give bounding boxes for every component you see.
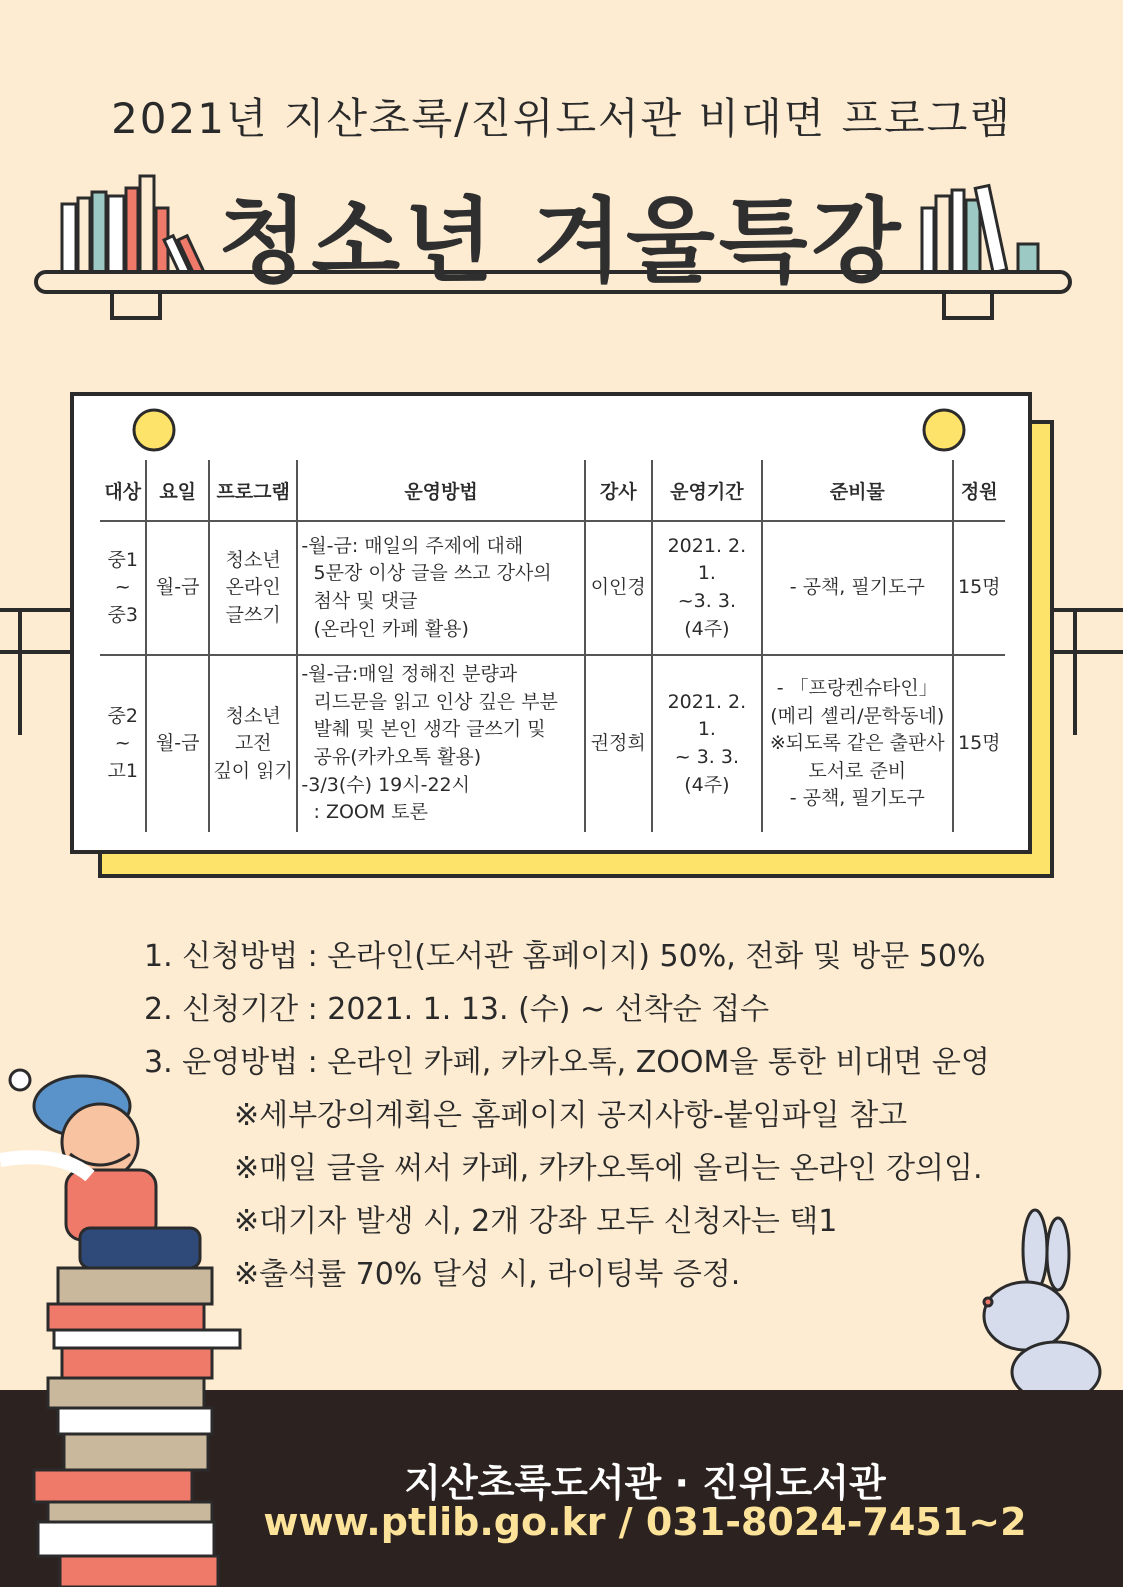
info-item-operation: 3. 운영방법 : 온라인 카페, 카카오톡, ZOOM을 통한 비대면 운영 (144, 1045, 990, 1080)
cell-line: 2021. 2. 1. (667, 534, 747, 585)
info-item-apply-method: 1. 신청방법 : 온라인(도서관 홈페이지) 50%, 전화 및 방문 50% (144, 939, 986, 974)
cell-line: 중2 (107, 704, 138, 727)
header-day: 요일 (146, 460, 208, 521)
cell-line: 깊이 읽기 (213, 759, 293, 782)
cell-line: 2021. 2. 1. (667, 690, 747, 741)
cell-line: - 공책, 필기도구 (789, 787, 925, 810)
cell-line: - 「프랑켄슈타인」 (776, 677, 938, 700)
cell-line: 중3 (107, 603, 138, 626)
cell-target (100, 521, 146, 655)
cell-line: 청소년 (225, 704, 281, 727)
cell-capacity: 15명 (953, 521, 1005, 655)
cell-program (209, 521, 298, 655)
info-note: ※출석률 70% 달성 시, 라이팅북 증정. (234, 1257, 741, 1292)
cell-line: 리드문을 읽고 인상 깊은 부분 (301, 690, 558, 713)
cell-line: (4주) (684, 773, 730, 796)
info-note: ※세부강의계획은 홈페이지 공지사항-붙임파일 참고 (234, 1098, 908, 1133)
side-bracket-right-icon (1054, 610, 1123, 735)
program-table (100, 460, 1005, 832)
cell-capacity: 15명 (953, 655, 1005, 832)
cell-day: 월-금 (146, 521, 208, 655)
cell-instructor: 이인경 (585, 521, 652, 655)
table-header-row (100, 460, 1005, 521)
info-note: ※대기자 발생 시, 2개 강좌 모두 신청자는 택1 (234, 1204, 838, 1239)
side-bracket-left-icon (0, 610, 70, 735)
footer-library-name: 지산초록도서관 · 진위도서관 (404, 1461, 886, 1505)
cell-line: 온라인 (225, 576, 281, 599)
program-table-card (70, 392, 1032, 854)
table-row (100, 521, 1005, 655)
page-title: 청소년 겨울특강 (218, 188, 905, 295)
page-subtitle: 2021년 지산초록/진위도서관 비대면 프로그램 (111, 94, 1012, 143)
pin-icons (74, 396, 1036, 466)
cell-period (652, 521, 762, 655)
cell-line: -3/3(수) 19시-22시 (301, 773, 470, 796)
header-period: 운영기간 (652, 460, 762, 521)
cell-day: 월-금 (146, 655, 208, 832)
cell-line: 도서로 준비 (808, 759, 907, 782)
table-row (100, 655, 1005, 832)
header-target: 대상 (100, 460, 146, 521)
cell-line: 글쓰기 (225, 603, 281, 626)
cell-line: ~ (114, 576, 131, 599)
header-program: 프로그램 (209, 460, 298, 521)
cell-line: 청소년 (225, 548, 281, 571)
header-method: 운영방법 (297, 460, 584, 521)
cell-line: 공유(카카오톡 활용) (301, 746, 482, 768)
cell-instructor: 권정희 (585, 655, 652, 832)
cell-line: 고1 (107, 759, 138, 782)
header-materials: 준비물 (762, 460, 953, 521)
cell-line: 5문장 이상 글을 쓰고 강사의 (301, 562, 552, 585)
cell-line: (메리 셸리/문학동네) (770, 704, 945, 727)
cell-line: -월-금: 매일의 주제에 대해 (301, 534, 524, 557)
footer-contact[interactable]: www.ptlib.go.kr / 031-8024-7451~2 (263, 1500, 1027, 1544)
cell-line: ~ (114, 732, 131, 755)
cell-target (100, 655, 146, 832)
cell-line: ※되도록 같은 출판사 (769, 732, 945, 755)
cell-line: 첨삭 및 댓글 (301, 590, 418, 612)
cell-line: 중1 (107, 548, 138, 571)
info-section (144, 930, 1044, 1301)
cell-materials (762, 521, 953, 655)
cell-line: : ZOOM 토론 (301, 801, 429, 824)
cell-line: -월-금:매일 정해진 분량과 (301, 663, 518, 686)
info-note: ※매일 글을 써서 카페, 카카오톡에 올리는 온라인 강의임. (234, 1151, 983, 1186)
pin-right-icon (924, 410, 964, 450)
cell-line: (4주) (684, 617, 730, 640)
cell-line: 발췌 및 본인 생각 글쓰기 및 (301, 718, 546, 741)
pin-left-icon (134, 410, 174, 450)
cell-program (209, 655, 298, 832)
cell-line: ~ 3. 3. (674, 746, 740, 768)
cell-line: - 공책, 필기도구 (789, 576, 925, 599)
cell-method (297, 521, 584, 655)
cell-line: (온라인 카페 활용) (301, 617, 469, 640)
header-instructor: 강사 (585, 460, 652, 521)
cell-period (652, 655, 762, 832)
info-item-apply-period: 2. 신청기간 : 2021. 1. 13. (수) ~ 선착순 접수 (144, 992, 770, 1027)
cell-line: 고전 (234, 732, 272, 755)
cell-method (297, 655, 584, 832)
cell-materials (762, 655, 953, 832)
cell-line: ~3. 3. (677, 590, 736, 612)
header-capacity: 정원 (953, 460, 1005, 521)
